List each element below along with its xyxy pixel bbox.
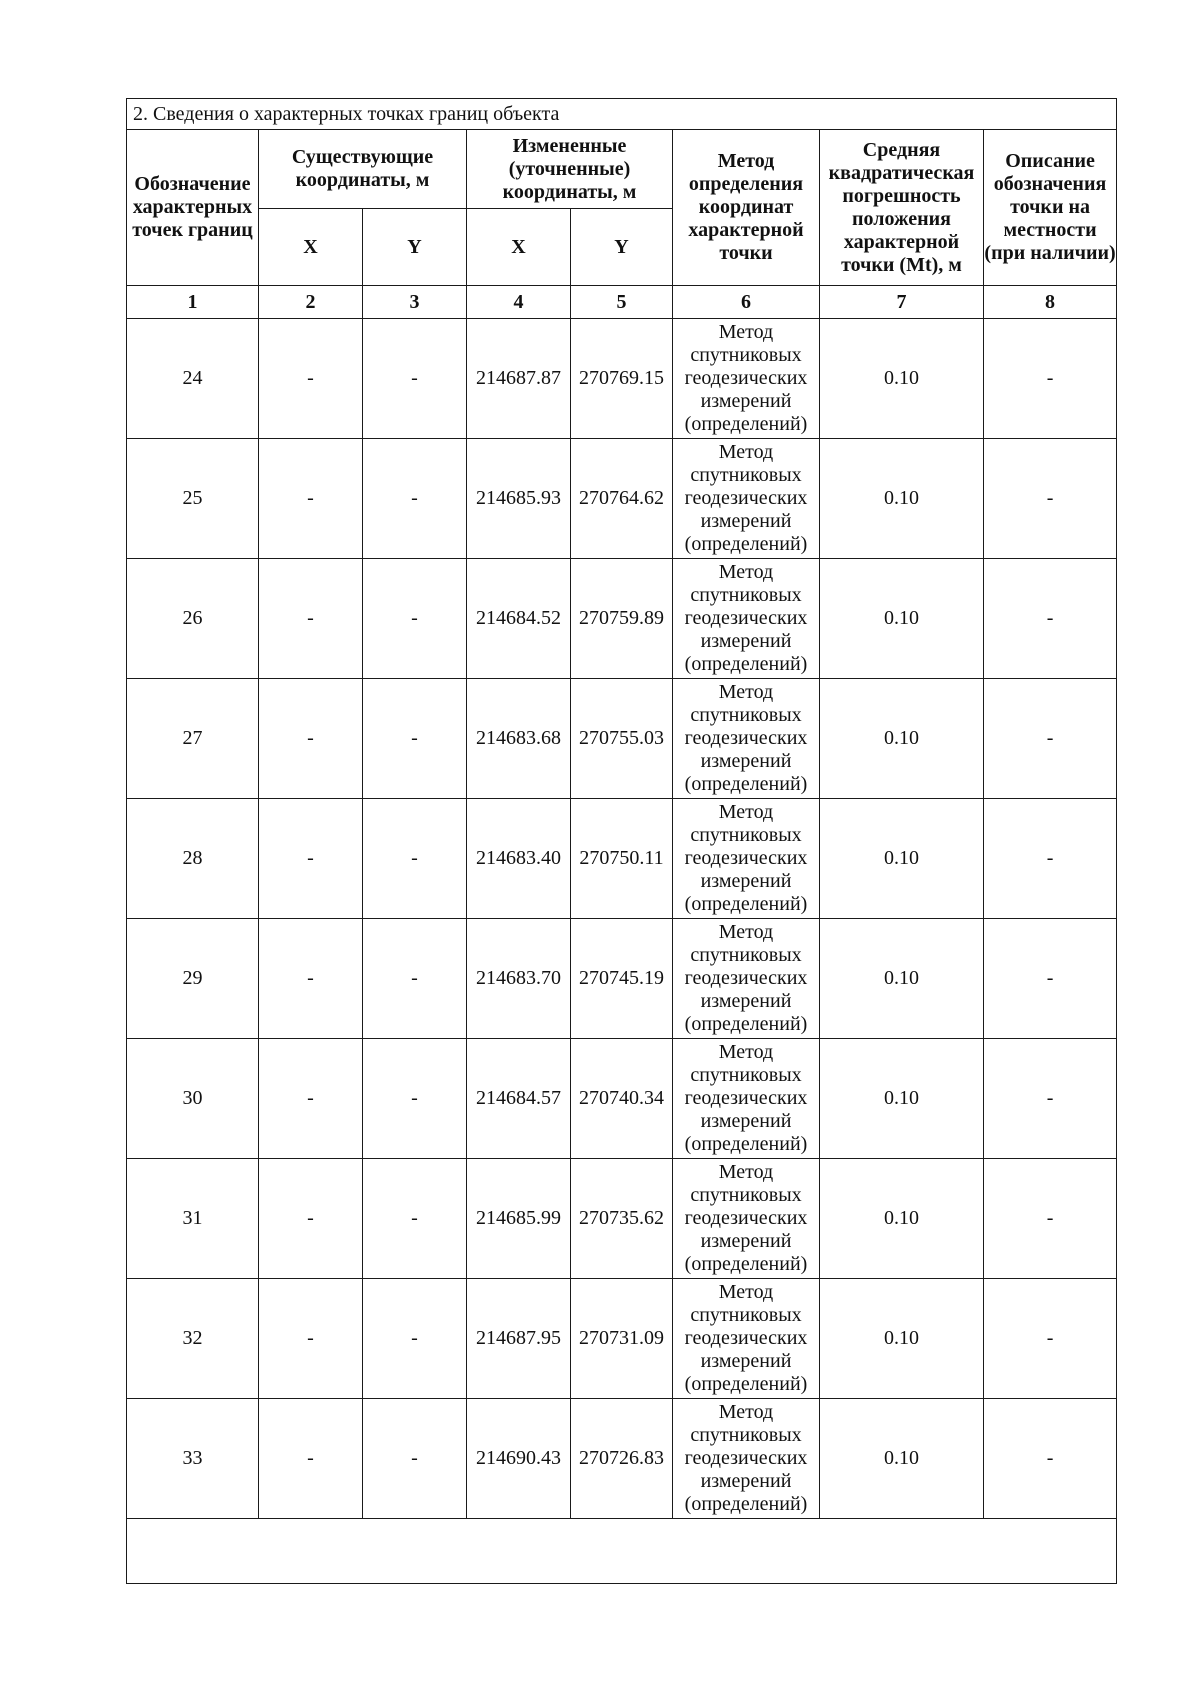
point-description: - bbox=[984, 919, 1117, 1039]
section-title-row bbox=[127, 99, 1117, 130]
changed-x: 214683.70 bbox=[467, 919, 571, 1039]
existing-y: - bbox=[363, 919, 467, 1039]
table-row bbox=[127, 559, 1117, 679]
existing-x: - bbox=[259, 1279, 363, 1399]
existing-y: - bbox=[363, 1159, 467, 1279]
changed-x: 214684.52 bbox=[467, 559, 571, 679]
table-row bbox=[127, 319, 1117, 439]
existing-y: - bbox=[363, 799, 467, 919]
changed-x: 214683.40 bbox=[467, 799, 571, 919]
mean-error-value: 0.10 bbox=[820, 679, 984, 799]
existing-x: - bbox=[259, 1159, 363, 1279]
method-cell: Метод спутниковых геодезических измерений (определений) bbox=[673, 439, 820, 559]
point-description: - bbox=[984, 439, 1117, 559]
mean-error-value: 0.10 bbox=[820, 1279, 984, 1399]
table-row bbox=[127, 1159, 1117, 1279]
header-description: Описание обозначения точки на местности (при наличии) bbox=[984, 130, 1117, 286]
point-designation: 30 bbox=[127, 1039, 259, 1159]
method-cell: Метод спутниковых геодезических измерений (определений) bbox=[673, 319, 820, 439]
point-description: - bbox=[984, 319, 1117, 439]
existing-y: - bbox=[363, 319, 467, 439]
point-designation: 25 bbox=[127, 439, 259, 559]
point-description: - bbox=[984, 1399, 1117, 1519]
mean-error-value: 0.10 bbox=[820, 439, 984, 559]
table-row bbox=[127, 679, 1117, 799]
existing-y: - bbox=[363, 1279, 467, 1399]
point-description: - bbox=[984, 679, 1117, 799]
header-existing-x: X bbox=[259, 209, 363, 286]
method-cell: Метод спутниковых геодезических измерений (определений) bbox=[673, 1039, 820, 1159]
existing-x: - bbox=[259, 1039, 363, 1159]
column-number: 2 bbox=[259, 286, 363, 319]
header-existing-y: Y bbox=[363, 209, 467, 286]
header-method: Метод определения координат характерной точки bbox=[673, 130, 820, 286]
table-row bbox=[127, 1039, 1117, 1159]
table-row bbox=[127, 919, 1117, 1039]
changed-y: 270745.19 bbox=[571, 919, 673, 1039]
method-cell: Метод спутниковых геодезических измерений (определений) bbox=[673, 799, 820, 919]
changed-x: 214690.43 bbox=[467, 1399, 571, 1519]
existing-x: - bbox=[259, 319, 363, 439]
changed-y: 270769.15 bbox=[571, 319, 673, 439]
changed-x: 214687.95 bbox=[467, 1279, 571, 1399]
existing-x: - bbox=[259, 1399, 363, 1519]
point-description: - bbox=[984, 1039, 1117, 1159]
table-row bbox=[127, 439, 1117, 559]
table-row bbox=[127, 1279, 1117, 1399]
point-designation: 27 bbox=[127, 679, 259, 799]
empty-footer-cell bbox=[127, 1519, 1117, 1584]
existing-x: - bbox=[259, 559, 363, 679]
header-mean-error: Средняя квадратическая погрешность положения характерной точки (Mt), м bbox=[820, 130, 984, 286]
changed-y: 270750.11 bbox=[571, 799, 673, 919]
point-description: - bbox=[984, 1279, 1117, 1399]
method-cell: Метод спутниковых геодезических измерений (определений) bbox=[673, 679, 820, 799]
existing-y: - bbox=[363, 1039, 467, 1159]
mean-error-value: 0.10 bbox=[820, 1039, 984, 1159]
changed-y: 270735.62 bbox=[571, 1159, 673, 1279]
header-existing-coordinates: Существующие координаты, м bbox=[259, 130, 467, 209]
method-cell: Метод спутниковых геодезических измерений (определений) bbox=[673, 919, 820, 1039]
changed-x: 214685.93 bbox=[467, 439, 571, 559]
changed-x: 214685.99 bbox=[467, 1159, 571, 1279]
point-description: - bbox=[984, 799, 1117, 919]
changed-y: 270764.62 bbox=[571, 439, 673, 559]
method-cell: Метод спутниковых геодезических измерений (определений) bbox=[673, 1399, 820, 1519]
header-changed-coordinates: Измененные (уточненные) координаты, м bbox=[467, 130, 673, 209]
column-number: 5 bbox=[571, 286, 673, 319]
point-designation: 24 bbox=[127, 319, 259, 439]
column-number: 7 bbox=[820, 286, 984, 319]
changed-x: 214684.57 bbox=[467, 1039, 571, 1159]
point-description: - bbox=[984, 559, 1117, 679]
document-sheet bbox=[126, 98, 1116, 1584]
existing-y: - bbox=[363, 439, 467, 559]
existing-x: - bbox=[259, 679, 363, 799]
boundary-points-table bbox=[126, 98, 1117, 1584]
existing-y: - bbox=[363, 1399, 467, 1519]
empty-footer-row bbox=[127, 1519, 1117, 1584]
point-designation: 29 bbox=[127, 919, 259, 1039]
column-number: 1 bbox=[127, 286, 259, 319]
column-number-row bbox=[127, 286, 1117, 319]
mean-error-value: 0.10 bbox=[820, 319, 984, 439]
changed-y: 270740.34 bbox=[571, 1039, 673, 1159]
point-designation: 28 bbox=[127, 799, 259, 919]
existing-x: - bbox=[259, 799, 363, 919]
method-cell: Метод спутниковых геодезических измерений (определений) bbox=[673, 1159, 820, 1279]
mean-error-value: 0.10 bbox=[820, 919, 984, 1039]
mean-error-value: 0.10 bbox=[820, 559, 984, 679]
changed-y: 270755.03 bbox=[571, 679, 673, 799]
method-cell: Метод спутниковых геодезических измерений (определений) bbox=[673, 1279, 820, 1399]
column-number: 3 bbox=[363, 286, 467, 319]
column-number: 8 bbox=[984, 286, 1117, 319]
method-cell: Метод спутниковых геодезических измерений (определений) bbox=[673, 559, 820, 679]
changed-y: 270726.83 bbox=[571, 1399, 673, 1519]
header-changed-x: X bbox=[467, 209, 571, 286]
point-designation: 31 bbox=[127, 1159, 259, 1279]
table-row bbox=[127, 1399, 1117, 1519]
changed-x: 214683.68 bbox=[467, 679, 571, 799]
column-number: 4 bbox=[467, 286, 571, 319]
changed-y: 270731.09 bbox=[571, 1279, 673, 1399]
header-designation: Обозначение характерных точек границ bbox=[127, 130, 259, 286]
section-title: 2. Сведения о характерных точках границ объекта bbox=[127, 99, 1117, 130]
existing-y: - bbox=[363, 559, 467, 679]
existing-x: - bbox=[259, 919, 363, 1039]
existing-x: - bbox=[259, 439, 363, 559]
changed-y: 270759.89 bbox=[571, 559, 673, 679]
header-row-top bbox=[127, 130, 1117, 209]
header-changed-y: Y bbox=[571, 209, 673, 286]
existing-y: - bbox=[363, 679, 467, 799]
changed-x: 214687.87 bbox=[467, 319, 571, 439]
mean-error-value: 0.10 bbox=[820, 1399, 984, 1519]
point-designation: 26 bbox=[127, 559, 259, 679]
point-description: - bbox=[984, 1159, 1117, 1279]
column-number: 6 bbox=[673, 286, 820, 319]
table-row bbox=[127, 799, 1117, 919]
point-designation: 33 bbox=[127, 1399, 259, 1519]
mean-error-value: 0.10 bbox=[820, 799, 984, 919]
point-designation: 32 bbox=[127, 1279, 259, 1399]
mean-error-value: 0.10 bbox=[820, 1159, 984, 1279]
